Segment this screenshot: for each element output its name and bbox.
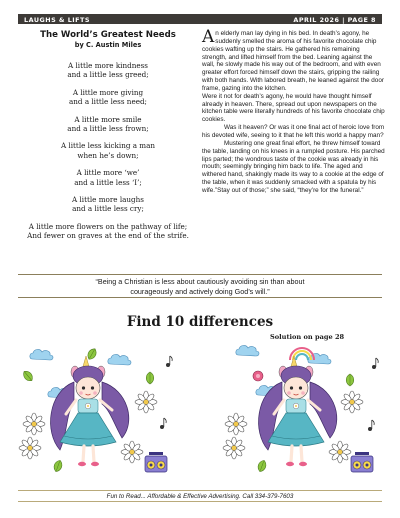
poem-line: A little more giving — [72, 87, 144, 97]
poem-line: A little more flowers on the pathway of life; — [28, 221, 188, 231]
section-name: LAUGHS & LIFTS — [24, 15, 91, 24]
left-picture — [19, 347, 172, 473]
poem-line: when he’s down; — [77, 150, 139, 160]
poem-title: The World’s Greatest Needs — [40, 30, 176, 40]
story-paragraph — [202, 27, 385, 93]
solution-note: Solution on page 28 — [270, 333, 345, 341]
poem-author: by C. Austin Miles — [74, 41, 142, 49]
poem-line: and a little less frown; — [67, 124, 149, 134]
poem-line: A little more ‘we’ — [76, 168, 140, 178]
poem-line: And fewer on graves at the end of the strife. — [27, 231, 189, 241]
poem-stanza — [18, 195, 198, 214]
drop-cap: A — [202, 27, 215, 47]
poem-stanza — [18, 115, 198, 134]
poem-stanza — [18, 61, 198, 80]
poem-line: A little more smile — [74, 114, 142, 124]
quote-line: “Being a Christian is less about cautiously avoiding sin than about — [95, 277, 305, 286]
quote-line: courageously and actively doing God’s will.” — [130, 286, 270, 296]
poem-line: A little less kicking a man — [60, 141, 156, 151]
footer-ad: Fun to Read... Affordable & Effective Advertising. Call 334-379-7603 — [18, 490, 382, 502]
quote-box — [18, 274, 382, 298]
puzzle-title: Find 10 differences — [126, 314, 274, 330]
poem-stanza — [18, 88, 198, 107]
poem-line: and a little less need; — [69, 97, 147, 107]
story — [202, 27, 385, 195]
story-paragraph-text: n elderly man lay dying in his bed. In death’s agony, he suddenly smelled the aroma of his favorite chocolate chip cookies wafting up the stairs. He gathered his remaining strength, and lifted himself from the bed. Leaning against the wall, he slowly made his way out of the bedroom, and with even greater effort forced himself down the stairs, gripping the railing with both hands. With labored breath, he leaned against the door frame, gazing into the kitchen. — [202, 30, 384, 92]
issue-info: APRIL 2026 | PAGE 8 — [293, 15, 376, 24]
poem-line: and a little less ‘I’; — [74, 177, 142, 187]
poem-stanza — [18, 168, 198, 187]
story-paragraph: Was it heaven? Or was it one final act of heroic love from his devoted wife, seeing to it that he left this world a happy man? — [202, 124, 385, 139]
right-picture — [223, 345, 378, 472]
story-paragraph: Were it not for death’s agony, he would have thought himself already in heaven. There, spread out upon newspapers on the kitchen table were literally hundreds of his favorite chocolate chip cookies. — [202, 92, 385, 124]
poem-stanza — [18, 222, 198, 241]
poem-line: A little more laughs — [72, 195, 144, 205]
puzzle-illustration — [0, 340, 400, 480]
poem-line: A little more kindness — [68, 61, 148, 70]
story-paragraph: Mustering one great final effort, he threw himself toward the table, landing on his knees in a rumpled posture. His parched lips parted; the wondrous taste of the cookie was already in his mouth; seemingly bringing him back to life. The aged and withered hand, shakingly made its way to a cookie at the edge of the table, when it was suddenly smacked with a spatula by his wife.”Stay out of those;” she said, “they’re for the funeral.” — [202, 139, 385, 194]
poem-line: and a little less greed; — [67, 70, 149, 80]
poem-line: and a little less cry; — [72, 204, 144, 214]
poem — [18, 30, 198, 241]
poem-stanza — [18, 141, 198, 160]
header-bar — [18, 14, 382, 24]
